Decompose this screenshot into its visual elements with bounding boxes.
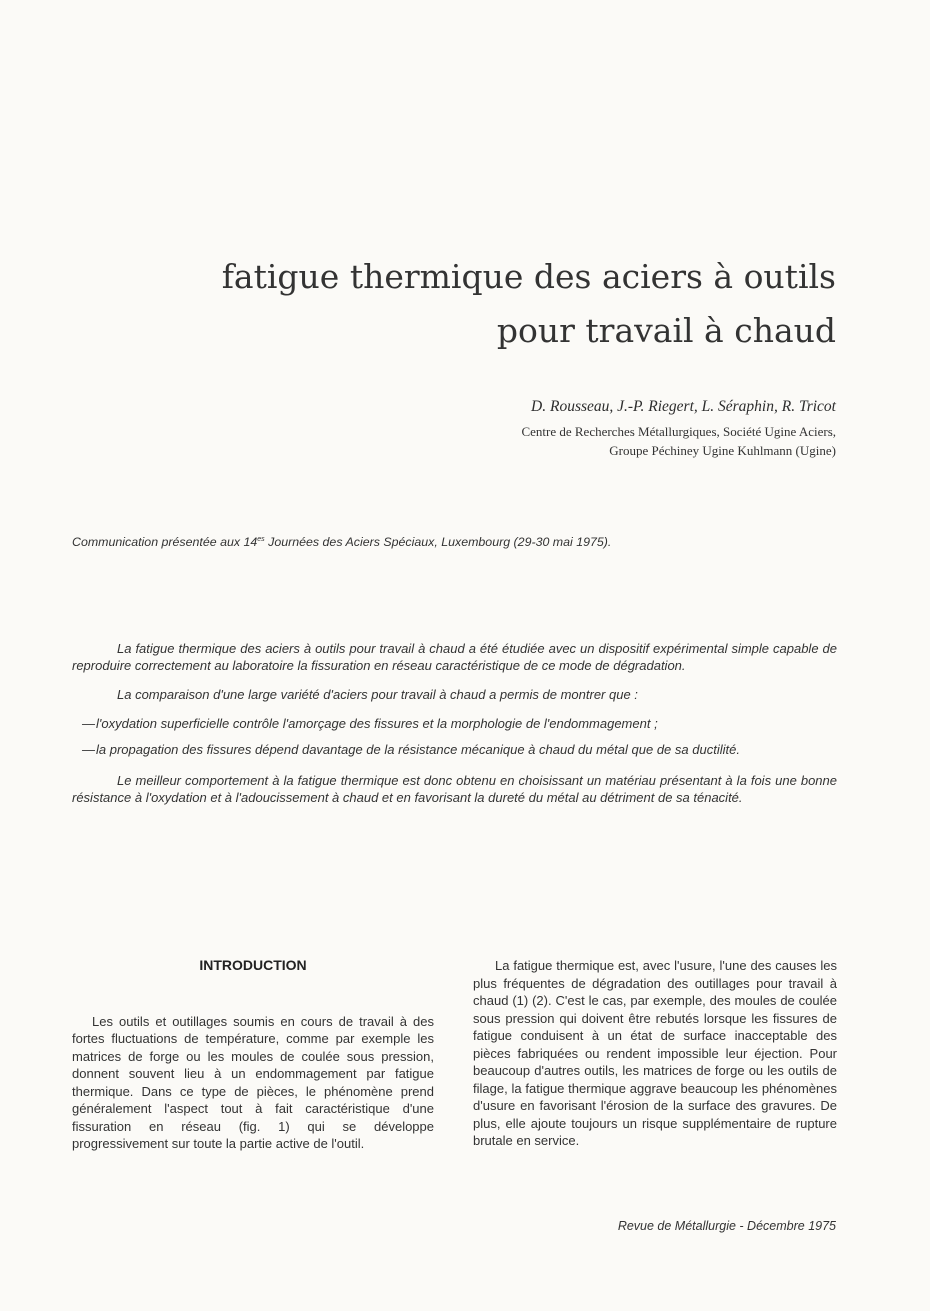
intro-left-paragraph: Les outils et outillages soumis en cours de travail à des fortes fluctuations de température, comme par exemple les matrices de forge ou les moules de coulée sous pression, donnent souvent lieu à un endommagement par fatigue thermique. Dans ce type de pièces, le phénomène prend généralement l'aspect tout à fait caractéristique d'une fissuration en réseau (fig. 1) qui se développe progressivement sur toute la partie active de l'outil.	[72, 1013, 434, 1151]
abstract-bullet-1-text: l'oxydation superficielle contrôle l'amorçage des fissures et la morphologie de l'endommagement ;	[96, 716, 658, 731]
journal-footer: Revue de Métallurgie - Décembre 1975	[617, 1219, 836, 1233]
title-line-1: fatigue thermique des aciers à outils	[221, 257, 836, 296]
affiliation-line-2: Groupe Péchiney Ugine Kuhlmann (Ugine)	[609, 443, 836, 458]
dash-marker: —	[82, 716, 95, 731]
dash-marker: —	[82, 742, 95, 757]
communication-superscript: es	[257, 535, 265, 543]
abstract-bullet-2	[72, 741, 837, 758]
abstract-bullet-2-text: la propagation des fissures dépend davantage de la résistance mécanique à chaud du métal que de sa ductilité.	[96, 742, 740, 757]
affiliation-line-1: Centre de Recherches Métallurgiques, Société Ugine Aciers,	[521, 424, 836, 439]
intro-left-column	[72, 957, 434, 1153]
abstract	[72, 640, 837, 818]
communication-text-after: Journées des Aciers Spéciaux, Luxembourg (29-30 mai 1975).	[264, 535, 612, 549]
authors: D. Rousseau, J.-P. Riegert, L. Séraphin, R. Tricot	[531, 398, 836, 415]
abstract-paragraph-2: La comparaison d'une large variété d'aciers pour travail à chaud a permis de montrer que :	[117, 687, 638, 702]
intro-right-paragraph: La fatigue thermique est, avec l'usure, l'une des causes les plus fréquentes de dégradation des outillages pour travail à chaud (1) (2). C'est le cas, par exemple, des moules de coulée sous pression qui doivent être rebutés lorsque les fissures de fatigue conduisent à un état de surface inacceptable des pièces fabriquées ou rendent impossible leur éjection. Pour beaucoup d'autres outils, les matrices de forge ou les outils de filage, la fatigue thermique aggrave beaucoup les phénomènes d'usure en favorisant l'érosion de la surface des gravures. De plus, elle ajoute toujours un risque supplémentaire de rupture brutale en service.	[473, 958, 837, 1148]
intro-right-column	[473, 957, 837, 1150]
title-line-2: pour travail à chaud	[496, 311, 836, 350]
communication-note	[72, 535, 832, 549]
communication-text-before: Communication présentée aux 14	[72, 535, 258, 549]
abstract-paragraph-3: Le meilleur comportement à la fatigue thermique est donc obtenu en choisissant un matériau présentant à la fois une bonne résistance à l'oxydation et à l'adoucissement à chaud et en favorisant la dureté du métal au détriment de sa ténacité.	[72, 773, 837, 805]
article-title	[136, 250, 836, 358]
abstract-paragraph-1: La fatigue thermique des aciers à outils pour travail à chaud a été étudiée avec un dispositif expérimental simple capable de reproduire correctement au laboratoire la fissuration en réseau caractéristique de ce mode de dégradation.	[72, 641, 837, 673]
abstract-bullet-1	[72, 715, 837, 732]
affiliation	[136, 422, 836, 460]
section-heading-introduction: INTRODUCTION	[199, 957, 307, 973]
